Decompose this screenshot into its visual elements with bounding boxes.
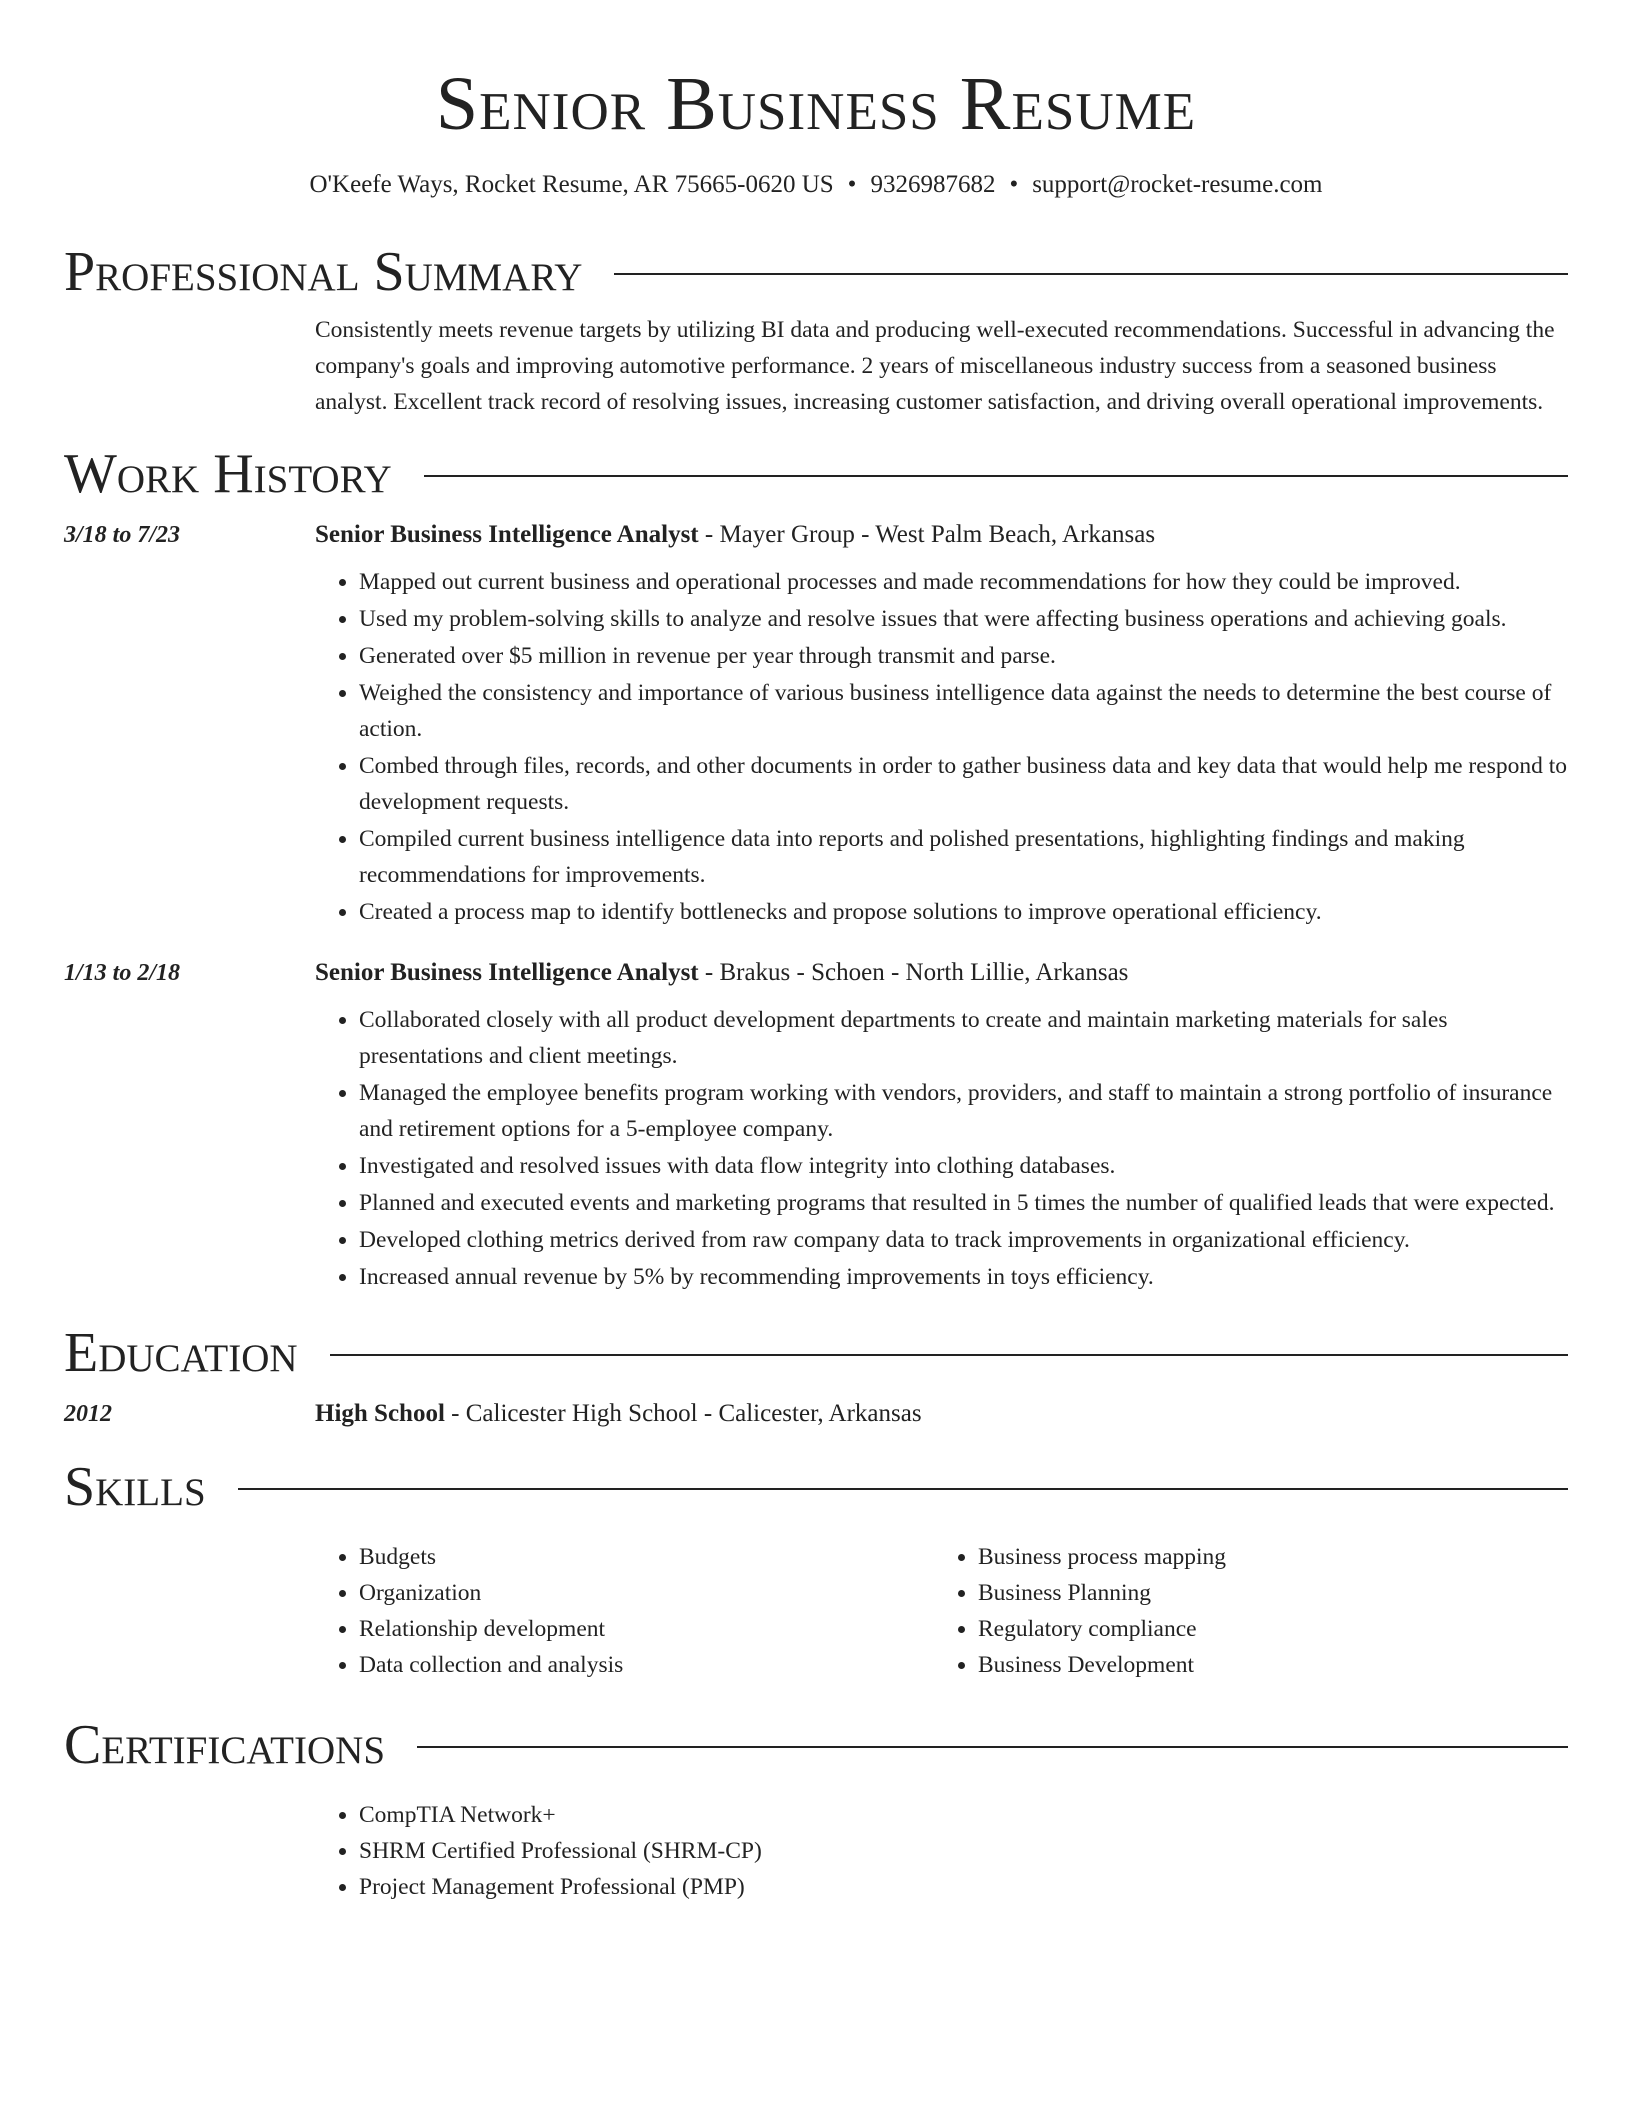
list-item: • CompTIA Network+ [359,1797,1568,1833]
section-divider [614,273,1568,275]
section-divider [330,1354,1568,1356]
summary-text: Consistently meets revenue targets by utilizing BI data and producing well-executed recommendations. Successful in advancing the company's goals and improving automotive performance. 2 years of miscellaneous industry success from a seasoned business analyst. Excellent track record of resolving issues, increasing customer satisfaction, and driving overall operational improvements. [315,317,1555,415]
contact-email[interactable]: support@rocket-resume.com [1032,171,1323,198]
education-school: - Calicester High School - Calicester, Arkansas [444,1400,922,1427]
job-employer: - Brakus - Schoen - North Lillie, Arkansas [698,959,1129,986]
list-item: • Budgets [359,1539,934,1575]
job-heading [315,518,1568,552]
education-year: 2012 [64,1401,112,1427]
contact-phone[interactable]: 9326987682 [870,171,996,198]
list-item: • Developed clothing metrics derived from raw company data to track improvements in organizational efficiency. [359,1222,1568,1258]
summary-heading: Professional Summary [64,241,583,303]
certifications-body [315,1797,1568,1905]
list-item: • Planned and executed events and marketing programs that resulted in 5 times the number of qualified leads that were expected. [359,1185,1568,1221]
resume-title: Senior Business Resume [435,62,1197,146]
education-section-header [64,1321,1568,1385]
job-dates: 1/13 to 2/18 [64,960,181,986]
education-heading-line [315,1397,1568,1431]
list-item: • Increased annual revenue by 5% by recommending improvements in toys efficiency. [359,1259,1568,1295]
resume-page [64,0,1568,1905]
certifications-list [315,1797,1568,1905]
job-dates: 3/18 to 7/23 [64,522,181,548]
skills-heading: Skills [64,1456,206,1518]
skills-section-header [64,1455,1568,1519]
certifications-section-header [64,1713,1568,1777]
job-entry [64,518,1568,930]
job-heading [315,956,1568,990]
contact-separator: • [847,171,857,198]
job-bullets [315,564,1568,930]
list-item: • Project Management Professional (PMP) [359,1869,1568,1905]
list-item: • Business process mapping [978,1539,1553,1575]
list-item: • Business Development [978,1647,1553,1683]
job-bullets [315,1002,1568,1295]
summary-section-header [64,240,1568,304]
section-divider [424,475,1568,477]
list-item: • Used my problem-solving skills to analyze and resolve issues that were affecting business operations and achieving goals. [359,601,1568,637]
certifications-heading: Certifications [64,1714,386,1776]
work-heading: Work History [64,443,392,505]
work-section-header [64,442,1568,506]
section-divider [238,1488,1568,1490]
education-heading: Education [64,1322,298,1384]
list-item: • Combed through files, records, and other documents in order to gather business data and key data that would help me respond to development requests. [359,748,1568,820]
list-item: • Relationship development [359,1611,934,1647]
skills-grid [315,1539,1568,1683]
contact-address: O'Keefe Ways, Rocket Resume, AR 75665-0620 US [309,171,834,198]
job-employer: - Mayer Group - West Palm Beach, Arkansas [698,521,1156,548]
list-item: • Compiled current business intelligence data into reports and polished presentations, highlighting findings and making recommendations for improvements. [359,821,1568,893]
list-item: • Created a process map to identify bottlenecks and propose solutions to improve operational efficiency. [359,894,1568,930]
list-item: • Mapped out current business and operational processes and made recommendations for how they could be improved. [359,564,1568,600]
contact-line [64,170,1568,200]
list-item: • Weighed the consistency and importance of various business intelligence data against the needs to determine the best course of action. [359,675,1568,747]
education-degree: High School [315,1400,445,1427]
education-entry [64,1397,1568,1431]
section-divider [417,1746,1568,1748]
list-item: • Generated over $5 million in revenue per year through transmit and parse. [359,638,1568,674]
job-role: Senior Business Intelligence Analyst [315,521,699,548]
list-item: • Regulatory compliance [978,1611,1553,1647]
job-role: Senior Business Intelligence Analyst [315,959,699,986]
skills-column-right [934,1539,1553,1683]
list-item: • Organization [359,1575,934,1611]
list-item: • Investigated and resolved issues with data flow integrity into clothing databases. [359,1148,1568,1184]
list-item: • SHRM Certified Professional (SHRM-CP) [359,1833,1568,1869]
list-item: • Collaborated closely with all product development departments to create and maintain marketing materials for sales presentations and client meetings. [359,1002,1568,1074]
list-item: • Managed the employee benefits program working with vendors, providers, and staff to maintain a strong portfolio of insurance and retirement options for a 5-employee company. [359,1075,1568,1147]
list-item: • Business Planning [978,1575,1553,1611]
job-entry [64,956,1568,1295]
skills-column-left [315,1539,934,1683]
list-item: • Data collection and analysis [359,1647,934,1683]
contact-separator: • [1009,171,1019,198]
